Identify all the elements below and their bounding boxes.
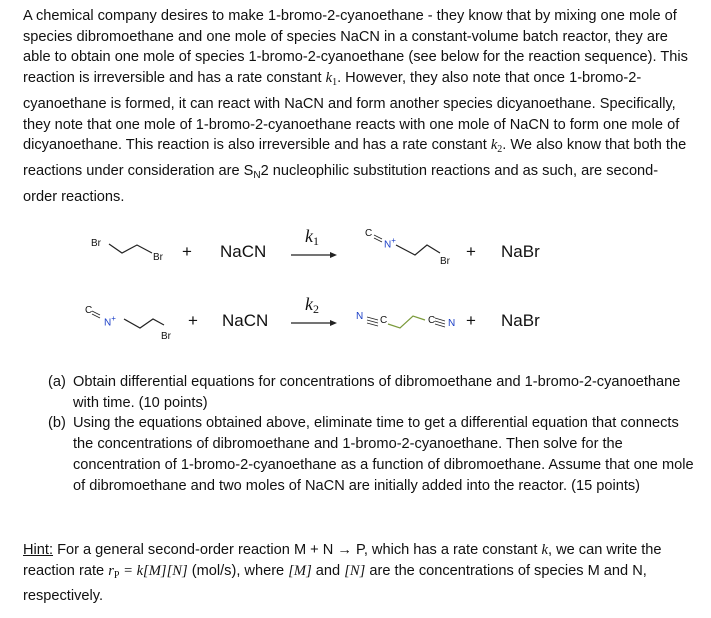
- reaction-arrow-1: [290, 250, 340, 260]
- rate-equation: = k[M][N]: [119, 562, 188, 579]
- plus-sign: +: [466, 311, 476, 330]
- atom-n: N+: [104, 314, 116, 329]
- question-list: [48, 372, 698, 496]
- hint-text-3: (mol/s), where: [187, 562, 289, 579]
- question-text: Using the equations obtained above, eliminate time to get a differential equation that connects the concentrations of dibromoethane and 1-bromo-2-cyanoethane. Then solve for the concentration of 1-bromo-2-cyanoethane as a function of dibromoethane. Assume that one mole of dibromoethane and two moles of NaCN are initially added into the reactor. (15 points): [73, 415, 694, 494]
- atom-br: Br: [161, 331, 171, 342]
- concentration-n: [N]: [344, 562, 366, 579]
- reagent-nacn: NaCN: [222, 311, 269, 330]
- byproduct-nabr: NaBr: [501, 311, 540, 330]
- reaction-arrow-2: [290, 318, 340, 328]
- hint: [23, 540, 691, 607]
- atom-n: N+: [384, 236, 396, 251]
- atom-n-right: N: [448, 318, 456, 329]
- atom-c: C: [365, 228, 373, 239]
- rate-label-k1: $k_1$: [305, 226, 319, 248]
- bromocyanoethane-structure: [360, 226, 450, 266]
- hint-text-1: For a general second-order reaction M + N → P, which has a rate constant: [53, 542, 542, 558]
- hint-text-5: are the concentrations of species M and N, respectively.: [23, 562, 647, 605]
- plus-sign: +: [182, 242, 192, 261]
- atom-n-left: N: [356, 311, 364, 322]
- question-label: (b): [48, 415, 66, 432]
- atom-br-left: Br: [91, 238, 101, 249]
- sn2-subscript: N: [253, 169, 261, 181]
- question-text: Obtain differential equations for concentrations of dibromoethane and 1-bromo-2-cyanoethane with time. (10 points): [73, 374, 681, 411]
- question-item: [48, 372, 698, 413]
- atom-c-right: C: [428, 315, 436, 326]
- question-label: (a): [48, 374, 66, 390]
- hint-text-2: , we can write the reaction rate: [23, 542, 662, 579]
- plus-sign: +: [188, 311, 198, 330]
- rate-label-k2: $k_2$: [305, 294, 319, 316]
- reagent-nacn: NaCN: [220, 242, 267, 261]
- intro-text-2: . However, they also note that once 1-bromo-2-cyanoethane is formed, it can react with NaCN and form another species dicyanoethane. Specifically, they note that one mole of 1-bromo-2-cyanoethane reacts with one mole of NaCN to form one mole of dicyanoethane. This reaction is also irreversible and has a rate constant: [23, 70, 680, 154]
- byproduct-nabr: NaBr: [501, 242, 540, 261]
- problem-statement: [23, 6, 691, 207]
- question-item: [48, 413, 698, 496]
- rate-constant-k2: $k_2$: [490, 137, 503, 156]
- intro-text-1: A chemical company desires to make 1-bromo-2-cyanoethane - they know that by mixing one mole of species dibromoethane and one mole of species NaCN in a constant-volume batch reactor, they are able to obtain one mole of species 1-bromo-2-cyanoethane (see below for the reaction sequence). This reaction is irreversible and has a rate constant: [23, 8, 688, 87]
- hint-label: Hint:: [23, 542, 54, 558]
- atom-br-right: Br: [153, 252, 163, 263]
- dicyanoethane-structure: [355, 308, 465, 334]
- concentration-m: [M]: [288, 562, 312, 579]
- atom-c: C: [85, 305, 93, 316]
- plus-sign: +: [466, 242, 476, 261]
- bromocyanoethane-structure: [80, 300, 170, 340]
- intro-text-3: . We also know that both the reactions under consideration are S: [23, 137, 687, 179]
- rate-expression: $r_P$: [108, 562, 120, 581]
- intro-text-4: 2 nucleophilic substitution reactions and as such, are second-order reactions.: [23, 162, 659, 205]
- hint-k-symbol: k: [541, 542, 548, 558]
- hint-text-4: and: [311, 562, 345, 579]
- atom-br: Br: [440, 256, 450, 267]
- atom-c-left: C: [380, 315, 388, 326]
- dibromoethane-structure: [100, 236, 160, 266]
- rate-constant-k1: $k_1$: [325, 70, 338, 89]
